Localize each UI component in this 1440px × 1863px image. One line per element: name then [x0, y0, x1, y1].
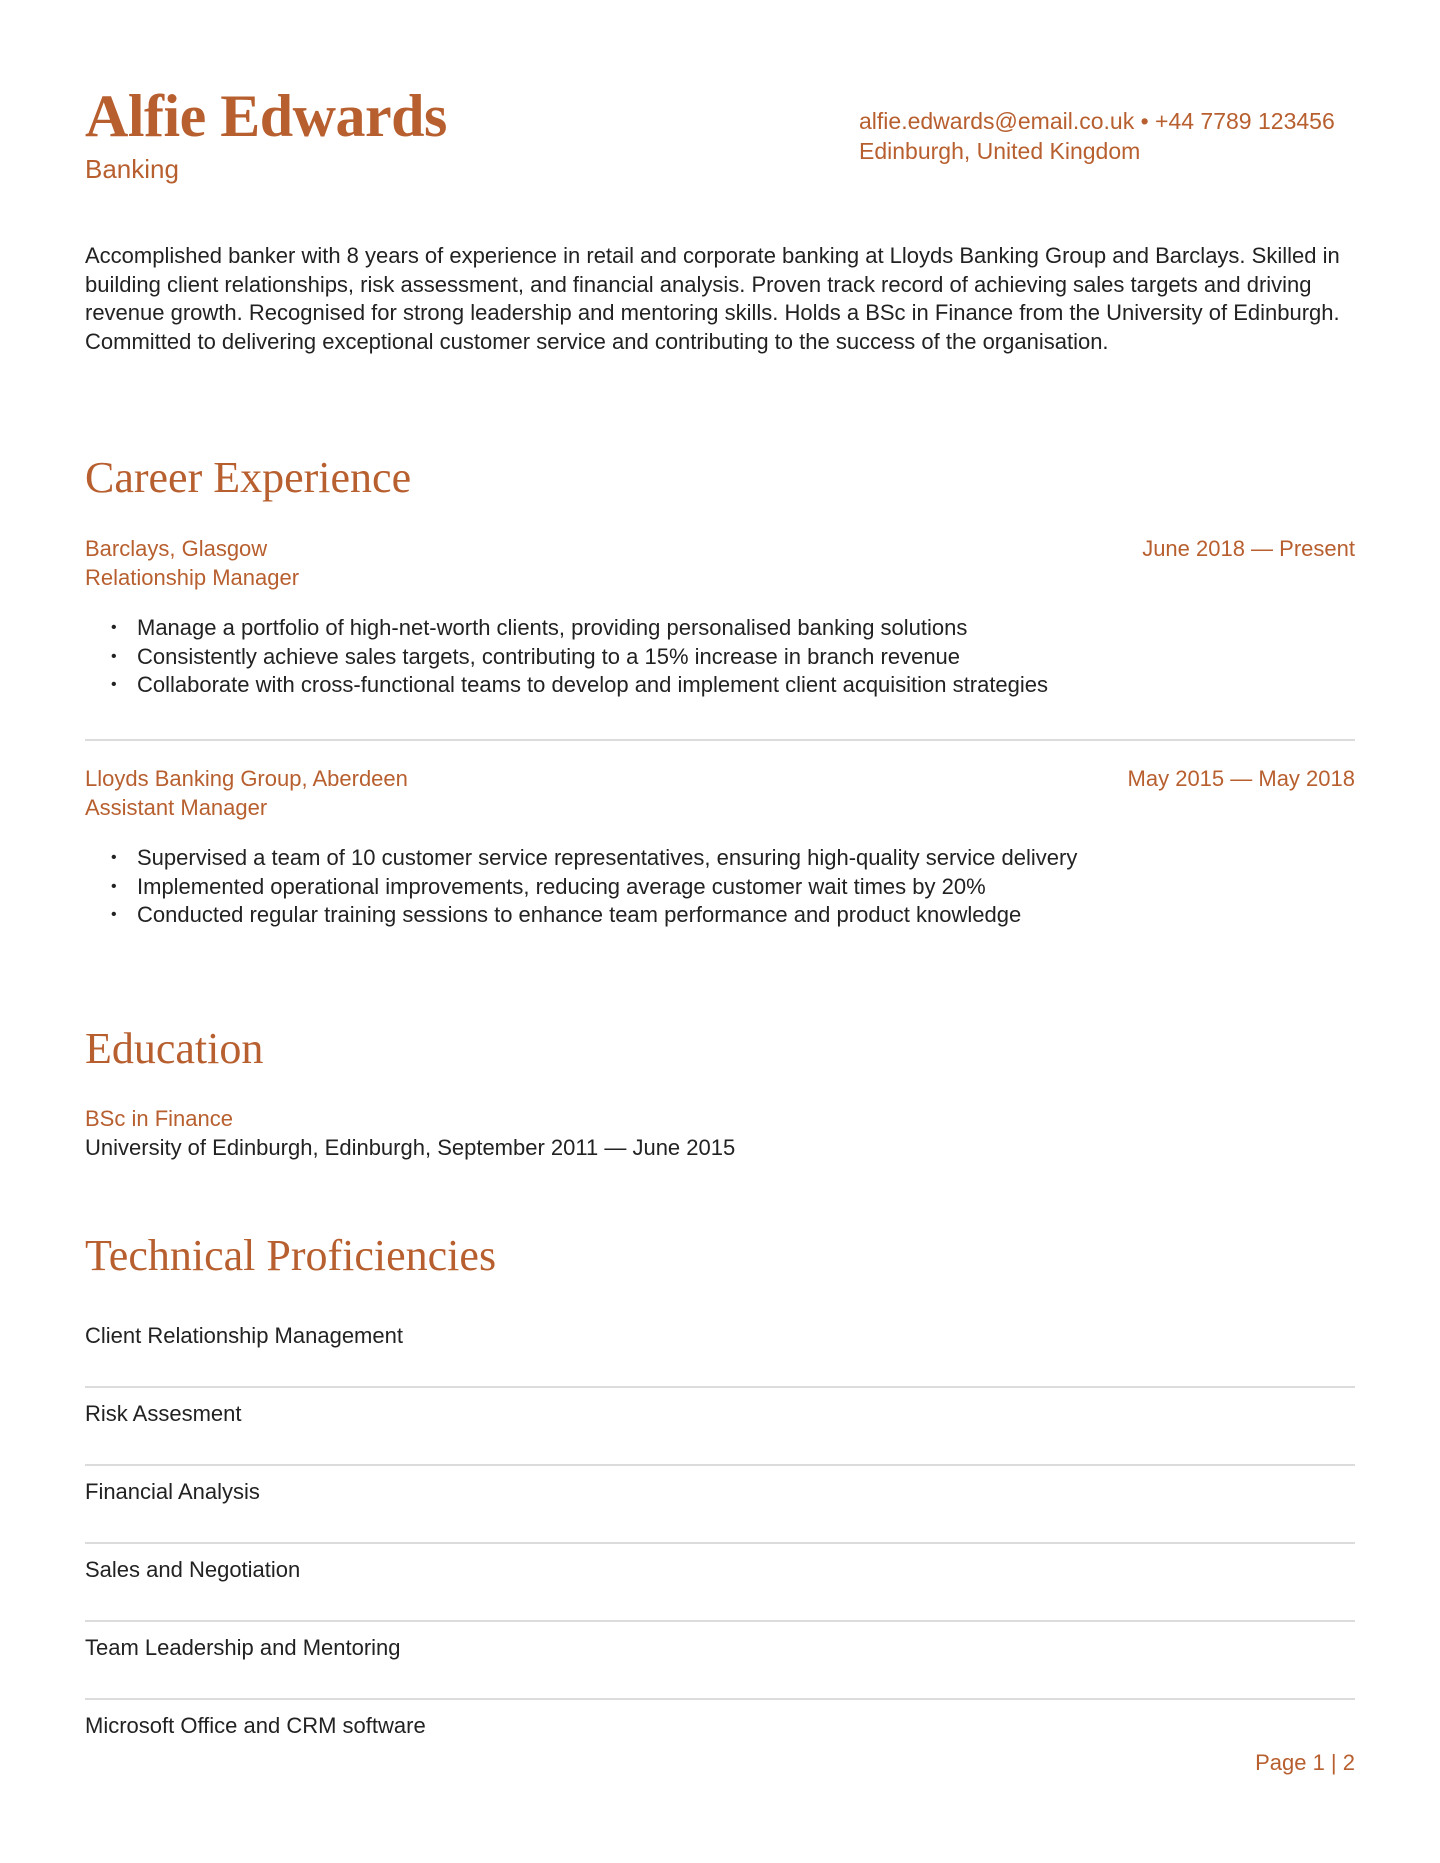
- education-details: University of Edinburgh, Edinburgh, September 2011 — June 2015: [85, 1135, 736, 1160]
- skill-item: Client Relationship Management: [85, 1310, 1355, 1388]
- bullet-icon: •: [111, 906, 117, 923]
- education-degree: BSc in Finance: [85, 1106, 233, 1131]
- job-company: Barclays, Glasgow: [85, 536, 268, 561]
- job-role: Assistant Manager: [85, 795, 268, 820]
- job-entry: [85, 534, 1355, 700]
- bullet-icon: •: [111, 619, 117, 636]
- job-bullet: • Supervised a team of 10 customer service representatives, ensuring high-quality service delivery: [85, 844, 1355, 873]
- skill-item: Risk Assesment: [85, 1388, 1355, 1466]
- education-entry: [85, 1104, 735, 1162]
- job-bullets: [85, 844, 1355, 930]
- job-bullets: [85, 614, 1355, 700]
- job-dates: May 2015 — May 2018: [1127, 766, 1355, 791]
- skill-item: Microsoft Office and CRM software: [85, 1713, 426, 1738]
- job-dates: June 2018 — Present: [1142, 536, 1355, 561]
- candidate-name: Alfie Edwards: [85, 83, 447, 149]
- contact-email-phone: alfie.edwards@email.co.uk • +44 7789 123456: [859, 108, 1335, 134]
- job-bullet: • Manage a portfolio of high-net-worth clients, providing personalised banking solutions: [85, 614, 1355, 643]
- job-entry: [85, 764, 1355, 930]
- summary: Accomplished banker with 8 years of experience in retail and corporate banking at Lloyds Banking Group and Barclays. Skilled in building client relationships, risk assessment, and financial analysis. Proven track record of achieving sales targets and driving revenue growth. Recognised for strong leadership and mentoring skills. Holds a BSc in Finance from the University of Edinburgh. Committed to delivering exceptional customer service and contributing to the success of the organisation.: [85, 243, 1340, 354]
- job-bullet: • Conducted regular training sessions to enhance team performance and product knowledge: [85, 901, 1355, 930]
- contact-location: Edinburgh, United Kingdom: [859, 138, 1141, 164]
- section-title-education: Education: [85, 1024, 264, 1073]
- bullet-icon: •: [111, 647, 117, 665]
- bullet-icon: •: [111, 849, 117, 866]
- candidate-subtitle: Banking: [85, 154, 179, 184]
- bullet-icon: •: [111, 877, 117, 895]
- skill-item: Financial Analysis: [85, 1466, 1355, 1544]
- skill-item: Team Leadership and Mentoring: [85, 1622, 1355, 1700]
- skill-item: Sales and Negotiation: [85, 1544, 1355, 1622]
- job-divider: [85, 739, 1355, 741]
- section-title-skills: Technical Proficiencies: [85, 1231, 497, 1280]
- bullet-icon: •: [111, 676, 117, 693]
- skills-list: [85, 1310, 1355, 1776]
- job-bullet: • Implemented operational improvements, reducing average customer wait times by 20%: [85, 873, 1355, 902]
- section-title-career: Career Experience: [85, 453, 412, 502]
- job-company: Lloyds Banking Group, Aberdeen: [85, 766, 408, 791]
- job-role: Relationship Manager: [85, 565, 300, 590]
- page-number: Page 1 | 2: [1255, 1750, 1355, 1775]
- job-bullet: • Consistently achieve sales targets, contributing to a 15% increase in branch revenue: [85, 643, 1355, 672]
- job-bullet: • Collaborate with cross-functional teams to develop and implement client acquisition strategies: [85, 671, 1355, 700]
- contact-info: [859, 106, 1335, 166]
